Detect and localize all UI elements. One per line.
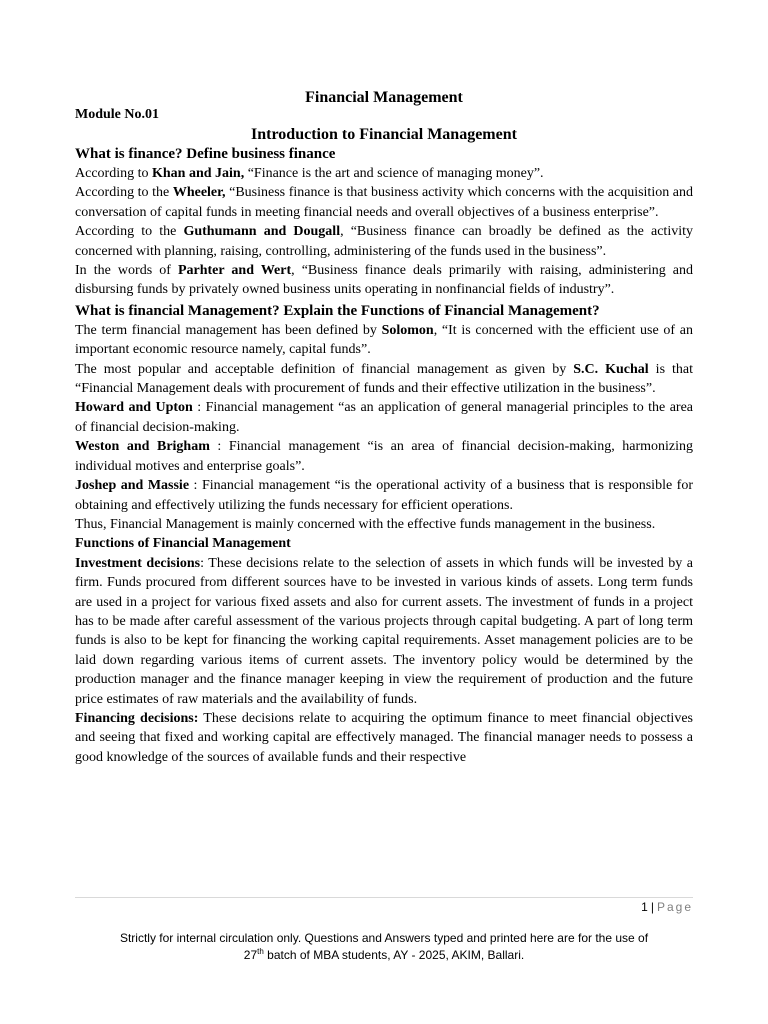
paragraph: The term financial management has been defined by Solomon, “It is concerned with the efficient use of an important economic resource namely, capital funds”.	[75, 322, 693, 358]
paragraph: Thus, Financial Management is mainly concerned with the effective funds management in the business.	[75, 516, 656, 532]
module-number: Module No.01	[75, 107, 159, 122]
paragraph: According to Khan and Jain, “Finance is the art and science of managing money”.	[75, 166, 544, 181]
paragraph: Howard and Upton : Financial management “as an application of general managerial principles to the area of financial decision-making.	[75, 400, 693, 435]
paragraph: The most popular and acceptable definition of financial management as given by S.C. Kuchal is that “Financial Management deals with procurement of funds and their effective utilization in the business”.	[75, 361, 693, 397]
paragraph: In the words of Parhter and Wert, “Business finance deals primarily with raising, administering and disbursing funds by privately owned business units operating in nonfinancial fields of industry”.	[75, 263, 693, 298]
page-body	[75, 88, 693, 767]
page-number: 1 | Page	[641, 900, 693, 914]
paragraph: Joshep and Massie : Financial management “is the operational activity of a business that is responsible for obtaining and effectively utilizing the funds necessary for efficient operations.	[75, 478, 693, 513]
paragraph: Weston and Brigham : Financial management “is an area of financial decision-making, harmonizing individual motives and enterprise goals”.	[75, 439, 693, 474]
paragraph: Investment decisions: These decisions relate to the selection of assets in which funds will be invested by a firm. Funds procured from different sources have to be invested in various kinds of assets. Long term funds are used in a project for various fixed assets and also for current assets. The investment of funds in a project has to be made after careful assessment of the various projects through capital budgeting. A part of long term funds is also to be kept for financing the working capital requirements. Asset management policies are to be laid down regarding various items of current assets. The inventory policy would be determined by the production manager and the finance manager keeping in view the requirement of production and the future price estimates of raw materials and the availability of funds.	[75, 555, 693, 707]
footer-divider	[75, 897, 693, 898]
paragraph: Financing decisions: These decisions relate to acquiring the optimum finance to meet financial objectives and seeing that fixed and working capital are effectively managed. The financial manager needs to possess a good knowledge of the sources of available funds and their respective	[75, 710, 693, 765]
paragraph: According to the Wheeler, “Business finance is that business activity which concerns with the acquisition and conversation of capital funds in meeting financial needs and overall objectives of a business enterprise”.	[75, 185, 693, 220]
section-heading-finance: What is finance? Define business finance	[75, 146, 336, 162]
section-heading-functions: Functions of Financial Management	[75, 536, 291, 552]
chapter-title: Introduction to Financial Management	[251, 126, 517, 143]
paragraph: According to the Guthumann and Dougall, “Business finance can broadly be defined as the activity concerned with planning, raising, controlling, administering of the funds used in the business”.	[75, 224, 693, 259]
footer-note: Strictly for internal circulation only. Questions and Answers typed and printed here are for the use of 27th batch of MBA students, AY - 2025, AKIM, Ballari.	[119, 931, 649, 962]
document-title: Financial Management	[305, 89, 463, 106]
section-heading-financial-management: What is financial Management? Explain the Functions of Financial Management?	[75, 302, 600, 319]
